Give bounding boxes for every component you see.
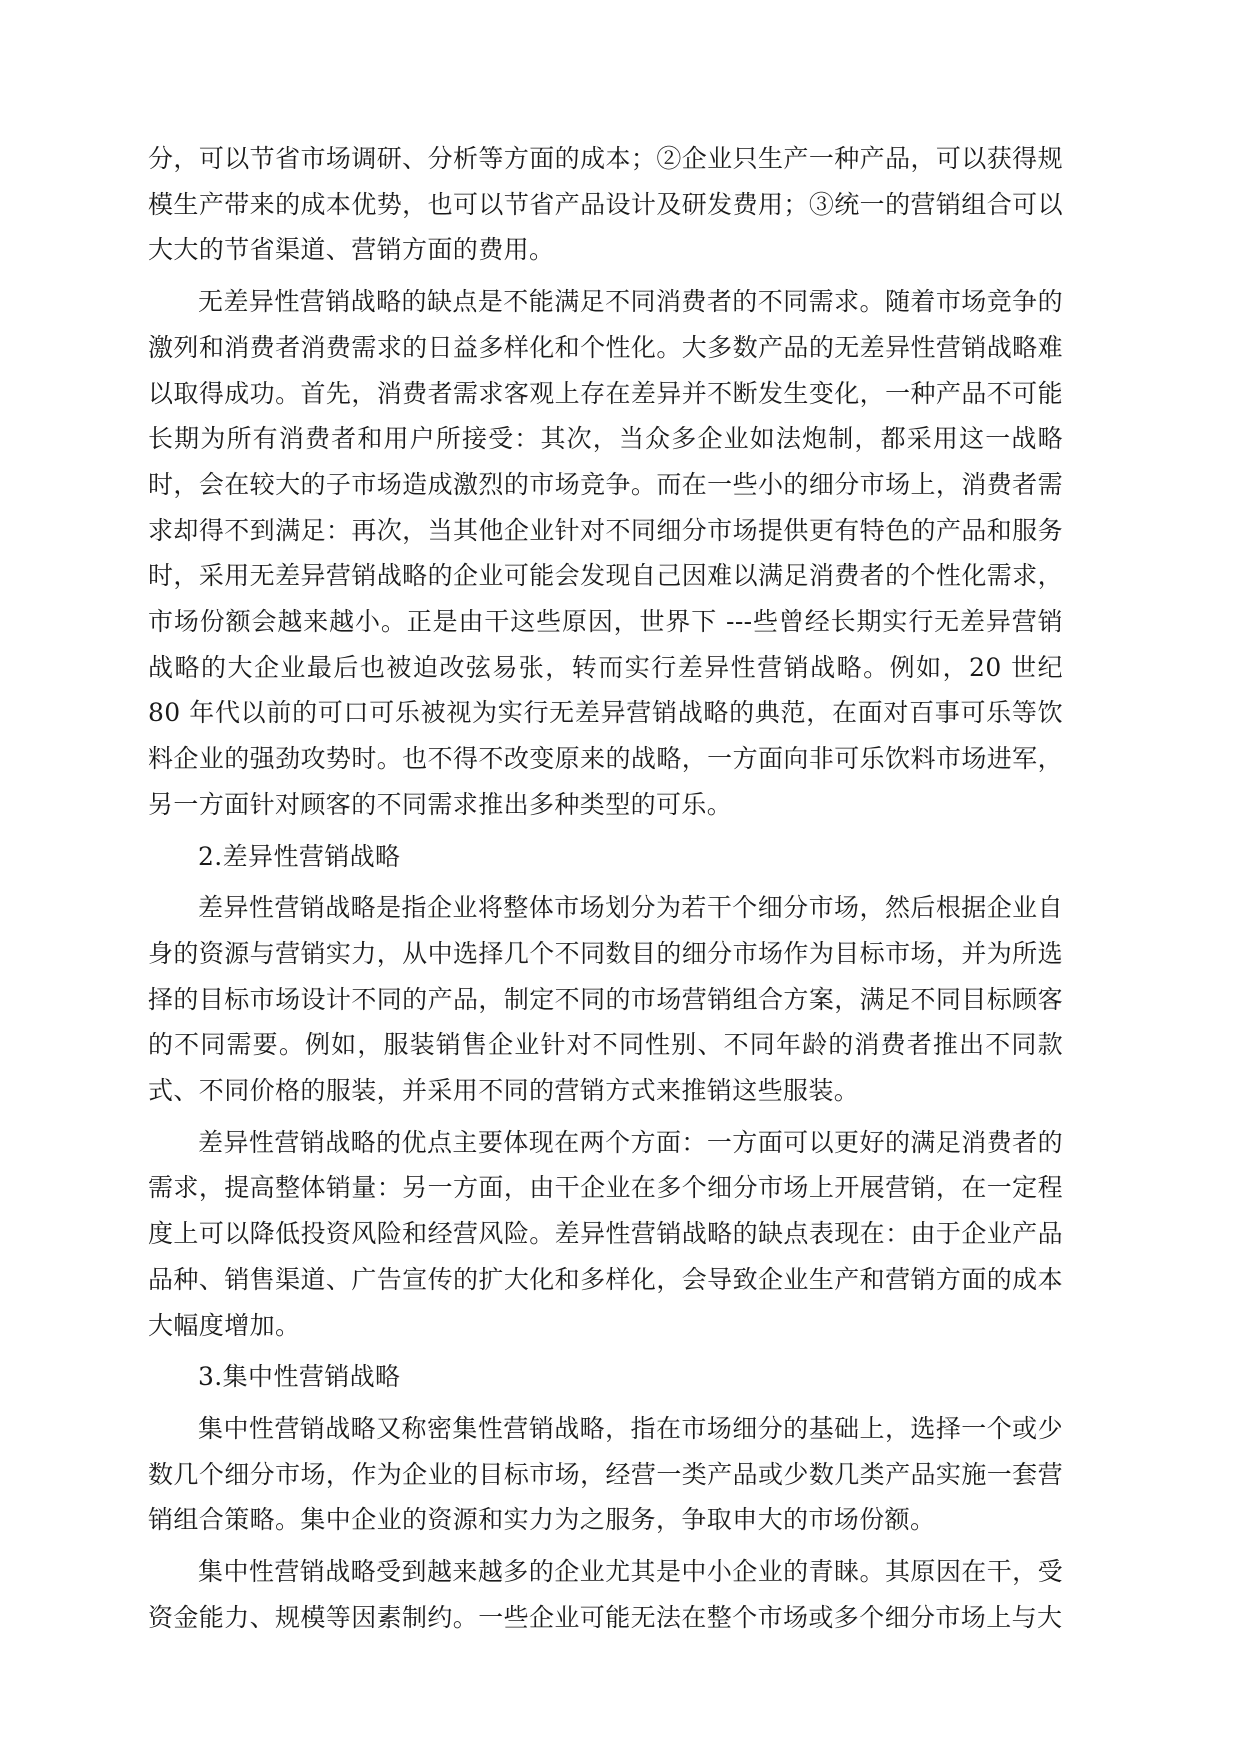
section-heading-concentrated: 3.集中性营销战略	[198, 1362, 401, 1392]
paragraph-cost-advantages: 分，可以节省市场调研、分析等方面的成本；②企业只生产一种产品，可以获得规模生产带来的成本优势，也可以节省产品设计及研发费用；③统一的营销组合可以大大的节省渠道、营销方面的费用。	[148, 144, 1063, 265]
document-body	[148, 136, 1063, 1647]
paragraph-differentiated-definition: 差异性营销战略是指企业将整体市场划分为若干个细分市场，然后根据企业自身的资源与营销实力，从中选择几个不同数目的细分市场作为目标市场，并为所选择的目标市场设计不同的产品，制定不同的市场营销组合方案，满足不同目标顾客的不同需要。例如，服装销售企业针对不同性别、不同年龄的消费者推出不同款式、不同价格的服装，并采用不同的营销方式来推销这些服装。	[148, 893, 1063, 1106]
section-heading-differentiated: 2.差异性营销战略	[198, 841, 401, 871]
paragraph-concentrated-popularity: 集中性营销战略受到越来越多的企业尤其是中小企业的青睐。其原因在干，受资金能力、规模等因素制约。一些企业可能无法在整个市场或多个细分市场上与大	[148, 1557, 1063, 1632]
paragraph-differentiated-pros-cons: 差异性营销战略的优点主要体现在两个方面：一方面可以更好的满足消费者的需求，提高整体销量：另一方面，由干企业在多个细分市场上开展营销，在一定程度上可以降低投资风险和经营风险。差异性营销战略的缺点表现在：由于企业产品品种、销售渠道、广告宣传的扩大化和多样化，会导致企业生产和营销方面的成本大幅度增加。	[148, 1127, 1063, 1340]
paragraph-undifferentiated-drawbacks: 无差异性营销战略的缺点是不能满足不同消费者的不同需求。随着市场竞争的激列和消费者消费需求的日益多样化和个性化。大多数产品的无差异性营销战略难以取得成功。首先，消费者需求客观上存在差异并不断发生变化，一种产品不可能长期为所有消费者和用户所接受：其次，当众多企业如法炮制，都采用这一战略时，会在较大的子市场造成激烈的市场竞争。而在一些小的细分市场上，消费者需求却得不到满足：再次，当其他企业针对不同细分市场提供更有特色的产品和服务时，采用无差异营销战略的企业可能会发现自己因难以满足消费者的个性化需求，市场份额会越来越小。正是由干这些原因，世界下 ---些曾经长期实行无差异营销战略的大企业最后也被迫改弦易张，转而实行差异性营销战略。例如，20 世纪 80 年代以前的可口可乐被视为实行无差异营销战略的典范，在面对百事可乐等饮料企业的强劲攻势时。也不得不改变原来的战略，一方面向非可乐饮料市场进军，另一方面针对顾客的不同需求推出多种类型的可乐。	[148, 287, 1063, 819]
paragraph-concentrated-definition: 集中性营销战略又称密集性营销战略，指在市场细分的基础上，选择一个或少数几个细分市场，作为企业的目标市场，经营一类产品或少数几类产品实施一套营销组合策略。集中企业的资源和实力为之服务，争取申大的市场份额。	[148, 1413, 1063, 1535]
